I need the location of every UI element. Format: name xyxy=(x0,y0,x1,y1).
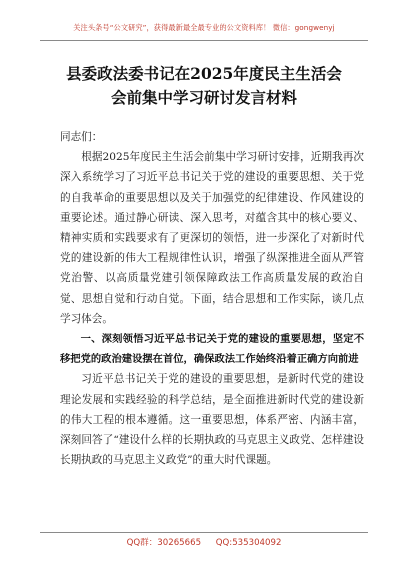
section-heading-1: 一、深刻领悟习近平总书记关于党的建设的重要思想，坚定不移把党的政治建设摆在首位，确保政法工作始终沿着正确方向前进 xyxy=(60,333,364,366)
title-line-1: 县委政法委书记在2025年度民主生活会 xyxy=(66,64,342,83)
footer-qq-contact: QQ:535304092 xyxy=(215,538,282,548)
document-body xyxy=(60,127,364,470)
salutation: 同志们： xyxy=(60,131,103,143)
header-divider xyxy=(40,40,368,41)
section-1-paragraph: 习近平总书记关于党的建设的重要思想，是新时代党的建设理论发展和实践经验的科学总结，是全面推进新时代党的建设新的伟大工程的根本遵循。这一重要思想，体系严密、内涵丰富，深刻回答了“建设什么样的长期执政的马克思主义政党、怎样建设长期执政的马克思主义政党”的重大时代课题。 xyxy=(60,373,364,467)
title-line-2: 会前集中学习研讨发言材料 xyxy=(110,88,297,107)
intro-paragraph: 根据2025年度民主生活会前集中学习研讨安排，近期我再次深入系统学习了习近平总书记关于党的建设的重要思想、关于党的自我革命的重要思想以及关于加强党的纪律建设、作风建设的重要论述。通过静心研读、深入思考，对蕴含其中的核心要义、精神实质和实践要求有了更深切的领悟，进一步深化了对新时代党的建设新的伟大工程规律性认识，增强了纵深推进全面从严管党治警、以高质量党建引领保障政法工作高质量发展的政治自觉、思想自觉和行动自觉。下面，结合思想和工作实际，谈几点学习体会。 xyxy=(60,151,364,325)
page-footer xyxy=(0,536,408,548)
page-header-banner: 关注头条号“公文研究”，获得最新最全最专业的公文资料库！ 微信：gongwenyj xyxy=(73,23,335,32)
footer-qq-group: QQ群：30265665 xyxy=(126,538,202,548)
footer-divider xyxy=(40,532,368,533)
document-title xyxy=(40,62,368,110)
